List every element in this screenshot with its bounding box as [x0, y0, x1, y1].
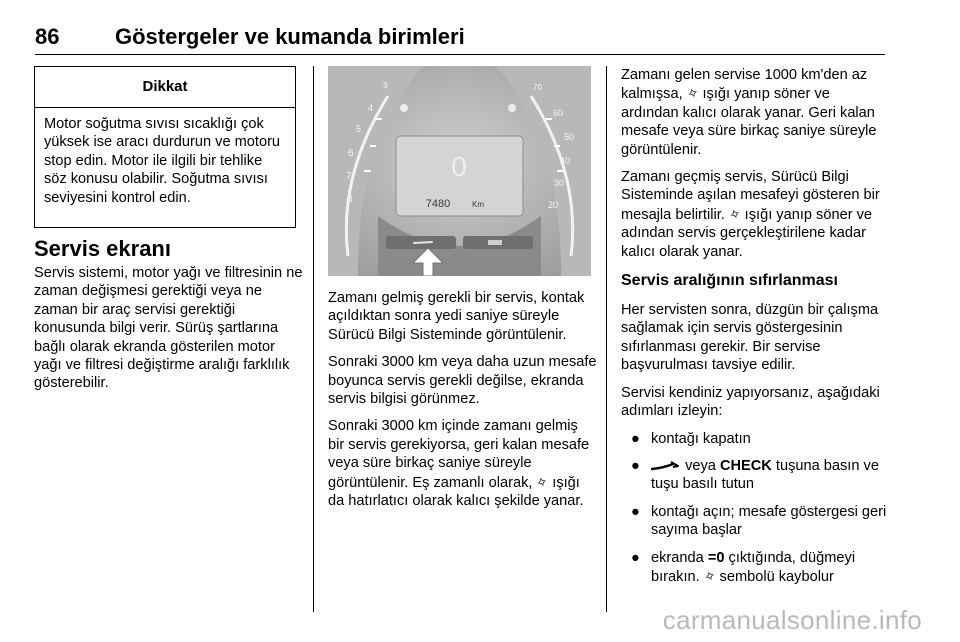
middle-column — [328, 289, 598, 519]
list-item — [621, 503, 889, 540]
cluster-illustration — [328, 66, 591, 276]
bullet: ● — [631, 430, 640, 447]
middle-paragraph-1: Zamanı gelmiş gerekli bir servis, kontak açıldıktan sonra yedi saniye süreyle Sürücü Bilgi Sisteminde görüntülenir. — [328, 290, 585, 343]
dial-right-0: 70 — [533, 83, 542, 92]
left-paragraph: Servis sistemi, motor yağı ve filtresinin ne zaman değişmesi gerektiği veya ne zaman bir araç servisi gerektiği konusunda bilgi verir. Sürüş şartlarına bağlı olarak ekranda gösterilen motor yağı ve filtresi değiştirme aralığı farklılık gösterebilir. — [34, 265, 303, 392]
list-item — [621, 549, 889, 587]
step-2-text: tuşuna basın ve tuşu basılı tutun — [651, 457, 879, 493]
odometer-value: 7480 — [425, 198, 451, 210]
warning-box — [34, 66, 296, 228]
instrument-cluster-figure — [328, 66, 591, 276]
odometer-unit: Km — [472, 200, 484, 209]
right-paragraph-3: Her servisten sonra, düzgün bir çalışma sağlamak için servis göstergesinin sıfırlanması gerekir. Bir servise başvurulması tavsiye edilir. — [621, 302, 879, 374]
step-1-text: kontağı kapatın — [651, 430, 751, 447]
dial-left-3: 6 — [348, 148, 354, 159]
left-column — [34, 236, 304, 402]
dial-right-1: 60 — [553, 108, 564, 118]
right-paragraph-1a: Zamanı gelen servise 1000 km'den az kalmışsa, — [621, 67, 868, 103]
wrench-icon: ✧ — [726, 204, 743, 224]
check-label: CHECK — [719, 457, 772, 474]
dial-left-2: 5 — [356, 124, 362, 134]
dial-right-2: 50 — [564, 132, 575, 142]
dial-right-4: 30 — [554, 178, 565, 188]
warning-text: Motor soğutma sıvısı sıcaklığı çok yüksek ise aracı durdurun ve motoru stop edin. Motor ile ilgili bir tehlike söz konusu olabilir. Soğutma sıvısı seviyesini kontrol edin. — [44, 116, 281, 206]
wrench-icon: ✧ — [684, 83, 701, 103]
dial-left-4: 7 — [346, 171, 352, 182]
list-item — [621, 430, 889, 448]
reset-code: =0 — [707, 549, 725, 566]
right-paragraph-2a: Zamanı geçmiş servis, Sürücü Bilgi Sisteminde aşılan mesafeyi gösteren bir mesajla belirtilir. — [621, 169, 880, 223]
steps-list — [621, 430, 889, 587]
warning-title: Dikkat — [35, 67, 295, 108]
right-column — [621, 66, 889, 595]
bullet: ● — [631, 457, 640, 474]
right-paragraph-2 — [621, 168, 889, 261]
middle-paragraph-2: Sonraki 3000 km veya daha uzun mesafe boyunca servis gerekli değilse, ekranda servis bilgisi görünmez. — [328, 354, 597, 408]
dial-right-3: 40 — [560, 156, 571, 166]
subsection-heading: Servis aralığının sıfırlanması — [621, 272, 838, 290]
middle-paragraph-3b: ışığı da hatırlatıcı olarak kalıcı şekilde yanar. — [328, 474, 584, 510]
middle-paragraph-3a: Sonraki 3000 km içinde zamanı gelmiş bir servis gerekiyorsa, geri kalan mesafe veya süre birkaç saniye süreyle görüntülenir. Eş zamanlı olarak, — [328, 418, 590, 491]
dial-left-1: 4 — [368, 103, 374, 113]
display-big-digit: 0 — [451, 151, 467, 182]
right-paragraph-2b: ışığı yanıp söner ve adından servis gerçekleştirilene kadar kalıcı olarak yanar. — [621, 206, 873, 260]
section-heading: Servis ekranı — [34, 236, 171, 261]
watermark: carmanualsonline.info — [662, 605, 922, 635]
right-paragraph-1 — [621, 66, 889, 159]
step-3-text: kontağı açın; mesafe göstergesi geri sayıma başlar — [651, 503, 887, 539]
column-divider-2 — [606, 66, 607, 612]
header-rule — [35, 54, 885, 55]
wrench-icon: ✧ — [534, 472, 551, 492]
step-4c-text: sembolü kaybolur — [719, 568, 834, 585]
column-divider-1 — [313, 66, 314, 612]
dial-left-5: 8 — [347, 194, 353, 205]
bullet: ● — [631, 503, 640, 520]
page-number: 86 — [35, 24, 60, 49]
dial-right-5: 20 — [548, 200, 559, 210]
bullet: ● — [631, 549, 640, 566]
wrench-icon: ✧ — [701, 566, 718, 586]
step-4a-text: ekranda — [651, 549, 704, 566]
wiper-stalk-icon — [651, 461, 681, 471]
list-item — [621, 457, 889, 494]
middle-paragraph-3 — [328, 417, 598, 510]
right-paragraph-1b: ışığı yanıp söner ve ardından kalıcı olarak yanar. Geri kalan mesafe veya süre birkaç saniye süreyle görüntülenir. — [621, 86, 877, 158]
dial-left-0: 3 — [383, 81, 388, 90]
right-paragraph-4: Servisi kendiniz yapıyorsanız, aşağıdaki adımları izleyin: — [621, 384, 880, 420]
step-4b-text: çıktığında, düğmeyi bırakın. — [651, 549, 856, 585]
step-2-or: veya — [685, 457, 716, 474]
page-title: Göstergeler ve kumanda birimleri — [115, 24, 465, 49]
page-header — [35, 18, 885, 58]
